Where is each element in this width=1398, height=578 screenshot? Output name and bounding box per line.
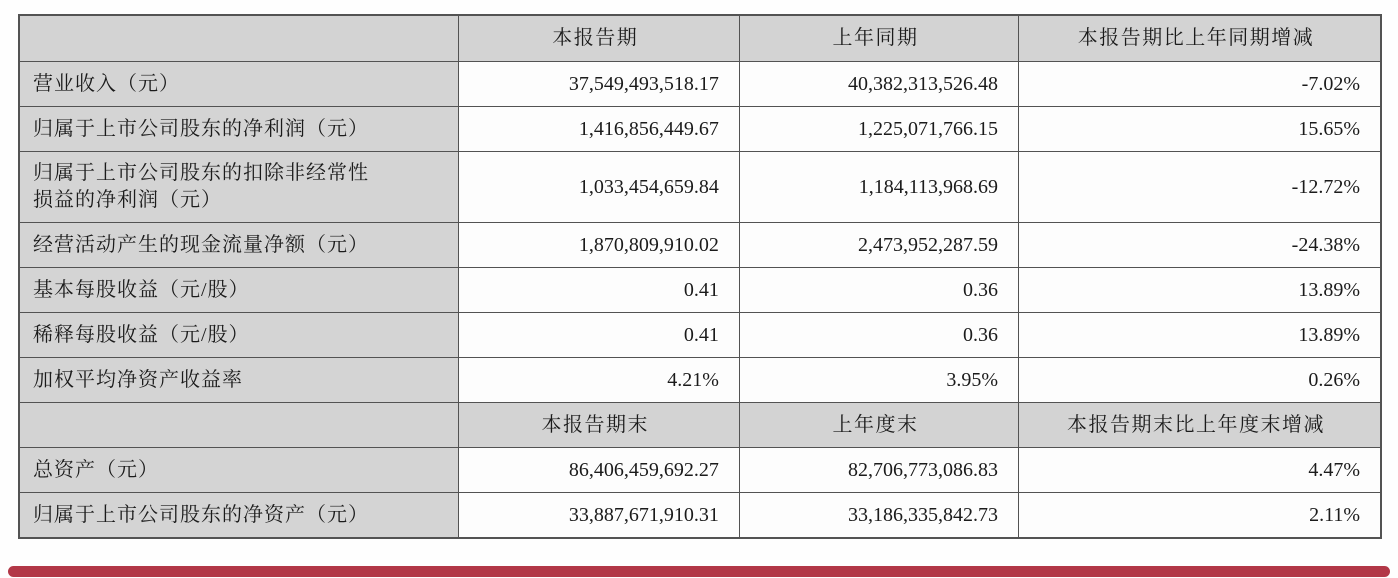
value-cell-prior: 2,473,952,287.59 (740, 222, 1019, 267)
table-row (20, 106, 1380, 151)
row-label-cell (20, 267, 459, 312)
value-cell-prior: 1,184,113,968.69 (740, 151, 1019, 222)
value-cell-current: 86,406,459,692.27 (459, 447, 740, 492)
table-row (20, 492, 1380, 537)
value-cell-current: 4.21% (459, 357, 740, 402)
value-cell-change: 13.89% (1019, 312, 1380, 357)
row-label-cell (20, 492, 459, 537)
row-label: 基本每股收益（元/股） (33, 278, 250, 301)
value-cell-prior: 40,382,313,526.48 (740, 61, 1019, 106)
value-cell-prior: 1,225,071,766.15 (740, 106, 1019, 151)
row-label: 归属于上市公司股东的净利润（元） (33, 117, 369, 140)
value-cell-change: -7.02% (1019, 61, 1380, 106)
header-cell: 本报告期末 (459, 402, 740, 447)
value-cell-change: -24.38% (1019, 222, 1380, 267)
value-cell-prior: 3.95% (740, 357, 1019, 402)
value-cell-change: 0.26% (1019, 357, 1380, 402)
value-cell-prior: 0.36 (740, 267, 1019, 312)
row-label: 归属于上市公司股东的扣除非经常性 (33, 162, 369, 184)
value-cell-current: 37,549,493,518.17 (459, 61, 740, 106)
value-cell-current: 1,416,856,449.67 (459, 106, 740, 151)
row-label: 损益的净利润（元） (33, 189, 222, 211)
value-cell-prior: 82,706,773,086.83 (740, 447, 1019, 492)
table-row (20, 312, 1380, 357)
table-header-row (20, 16, 1380, 61)
value-cell-change: 4.47% (1019, 447, 1380, 492)
row-label: 加权平均净资产收益率 (33, 368, 243, 391)
value-cell-current: 33,887,671,910.31 (459, 492, 740, 537)
header-empty-cell (20, 402, 459, 447)
table-row (20, 151, 1380, 222)
table-row (20, 357, 1380, 402)
value-cell-current: 1,033,454,659.84 (459, 151, 740, 222)
row-label-cell (20, 61, 459, 106)
value-cell-change: 2.11% (1019, 492, 1380, 537)
value-cell-current: 0.41 (459, 267, 740, 312)
row-label-cell (20, 151, 459, 222)
value-cell-change: -12.72% (1019, 151, 1380, 222)
value-cell-change: 13.89% (1019, 267, 1380, 312)
row-label: 营业收入（元） (33, 72, 180, 95)
table-row (20, 267, 1380, 312)
video-progress-bar[interactable] (8, 566, 1390, 577)
row-label-cell (20, 312, 459, 357)
value-cell-change: 15.65% (1019, 106, 1380, 151)
row-label: 总资产（元） (33, 458, 159, 481)
row-label-cell (20, 222, 459, 267)
table-row (20, 447, 1380, 492)
financial-summary-table (18, 14, 1382, 539)
header-cell: 上年同期 (740, 16, 1019, 61)
row-label: 归属于上市公司股东的净资产（元） (33, 503, 369, 526)
row-label-cell (20, 106, 459, 151)
value-cell-current: 1,870,809,910.02 (459, 222, 740, 267)
header-cell: 本报告期末比上年度末增减 (1019, 402, 1380, 447)
row-label-cell (20, 357, 459, 402)
value-cell-current: 0.41 (459, 312, 740, 357)
row-label: 经营活动产生的现金流量净额（元） (33, 233, 369, 256)
header-empty-cell (20, 16, 459, 61)
row-label-cell (20, 447, 459, 492)
value-cell-prior: 33,186,335,842.73 (740, 492, 1019, 537)
value-cell-prior: 0.36 (740, 312, 1019, 357)
row-label: 稀释每股收益（元/股） (33, 323, 250, 346)
table-header-row (20, 402, 1380, 447)
header-cell: 本报告期比上年同期增减 (1019, 16, 1380, 61)
table-row (20, 222, 1380, 267)
header-cell: 上年度末 (740, 402, 1019, 447)
table-row (20, 61, 1380, 106)
header-cell: 本报告期 (459, 16, 740, 61)
